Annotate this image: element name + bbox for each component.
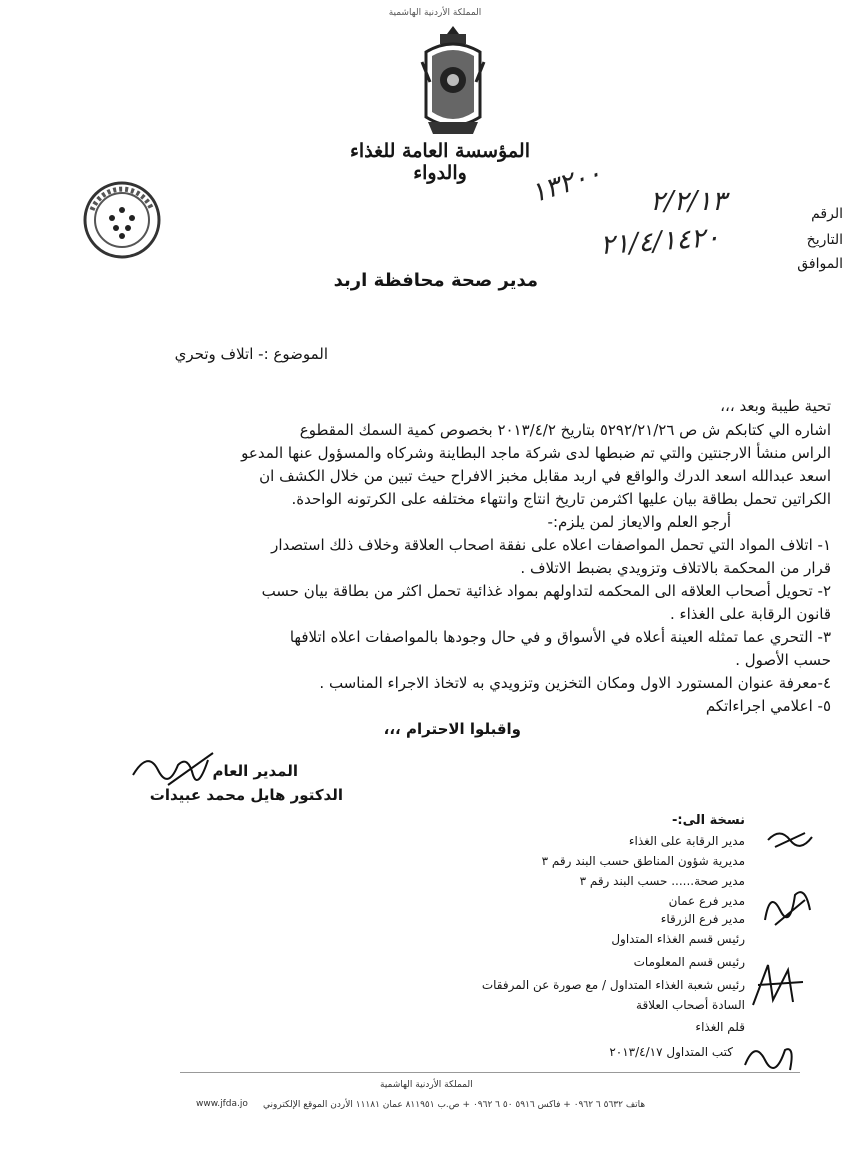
footer-contact: هاتف ٥٦٣٢ ٦ ٠٩٦٢ + فاكس ٥٩١٦ ٥٠ ٦ ٠٩٦٢ + ص.ب ٨١١٩٥١ عمان ١١١٨١ الأردن الموقع الإلكتروني [263, 1100, 646, 1110]
signatory-title: المدير العام [212, 762, 298, 780]
emblem-caption: المملكة الأردنية الهاشمية [388, 8, 482, 18]
signatory-name: الدكتور هايل محمد عبيدات [149, 786, 343, 804]
subject-line: الموضوع :- اتلاف وتحري [174, 345, 328, 363]
cc-item: مدير الرقابة على الغذاء [628, 834, 745, 848]
list-item: ٤-معرفة عنوان المستورد الاول ومكان التخزين وتزويدي به لاتخاذ الاجراء المناسب . [319, 674, 831, 692]
list-item-continuation: قرار من المحكمة بالاتلاف وتزويدي بضبط الاتلاف . [520, 559, 831, 577]
organization-name: المؤسسة العامة للغذاء والدواء [350, 140, 530, 184]
cc-item: رئيس شعبة الغذاء المتداول / مع صورة عن المرفقات [481, 978, 745, 992]
footer-website-link[interactable]: www.jfda.jo [196, 1099, 248, 1109]
initials-scribble-icon [760, 880, 815, 930]
handwritten-hijri-date: ٢١/٤/١٤٢٠ [599, 221, 721, 262]
initials-scribble-icon [740, 1035, 800, 1075]
cc-item: رئيس قسم المعلومات [633, 955, 745, 969]
cc-item: مدير فرع الزرقاء [660, 912, 745, 926]
initials-scribble-icon [748, 960, 808, 1010]
list-item: ٢- تحويل أصحاب العلاقه الى المحكمه لتداولهم بمواد غذائية تحمل اكثر من بطاقة بيان حسب [261, 582, 831, 600]
cc-title: نسخة الى:- [672, 813, 745, 828]
handwritten-date: ٢/٢/١٣ [650, 186, 727, 217]
letter-body [13, 395, 831, 740]
recipient-line: مدير صحة محافظة اربد [333, 270, 538, 291]
round-stamp-icon [82, 180, 162, 260]
paragraph-line: اسعد عبدالله اسعد الدرك والواقع في اربد مقابل مخبز الافراح حيث تبين من خلال الكشف ان [259, 467, 831, 485]
coat-of-arms-icon [418, 22, 488, 142]
closing-line: واقبلوا الاحترام ،،، [383, 720, 521, 738]
reference-hijri-label: الموافق [797, 256, 843, 272]
typist-line: كتب المتداول ٢٠١٣/٤/١٧ [609, 1045, 733, 1059]
paragraph-line: الكراتين تحمل بطاقة بيان عليها اكثرمن تاريخ انتاج وانتهاء مختلفه على الكرتونه الواحدة. [291, 490, 831, 508]
cc-item: مديرية شؤون المناطق حسب البند رقم ٣ [541, 854, 745, 868]
list-item-continuation: قانون الرقابة على الغذاء . [670, 605, 831, 623]
initials-scribble-icon [765, 825, 815, 855]
list-item-continuation: حسب الأصول . [735, 651, 831, 669]
request-intro: أرجو العلم والايعاز لمن يلزم:- [547, 513, 731, 531]
list-item: ٣- التحري عما تمثله العينة أعلاه في الأسواق و في حال وجودها بالمواصفات اعلاه اتلافها [289, 628, 831, 646]
paragraph-line: اشاره الي كتابكم ش ص ٥٢٩٢/٢١/٢٦ بتاريخ ٢٠١٣/٤/٢ بخصوص كمية السمك المقطوع [299, 421, 831, 439]
footer-country: المملكة الأردنية الهاشمية [380, 1080, 473, 1090]
paragraph-line: الراس منشأ الارجنتين والتي تم ضبطها لدى شركة ماجد البطاينة وشركاه والمسؤول عنها المدعو [241, 444, 831, 462]
greeting: تحية طيبة وبعد ،،، [720, 397, 831, 415]
reference-date-label: التاريخ [806, 232, 843, 248]
cc-item: السادة أصحاب العلاقة [636, 998, 745, 1012]
cc-item: مدير فرع عمان [668, 894, 745, 908]
handwritten-reference-number: ١٣٢٠٠ [526, 157, 606, 210]
footer-divider [180, 1072, 800, 1073]
reference-number-label: الرقم [811, 206, 843, 222]
list-item: ٥- اعلامي اجراءاتكم [705, 697, 831, 715]
cc-item: مدير صحة...... حسب البند رقم ٣ [579, 874, 745, 888]
cc-item: قلم الغذاء [695, 1020, 745, 1034]
cc-item: رئيس قسم الغذاء المتداول [611, 932, 745, 946]
list-item: ١- اتلاف المواد التي تحمل المواصفات اعلاه على نفقة اصحاب العلاقة وخلاف ذلك استصدار [271, 536, 831, 554]
